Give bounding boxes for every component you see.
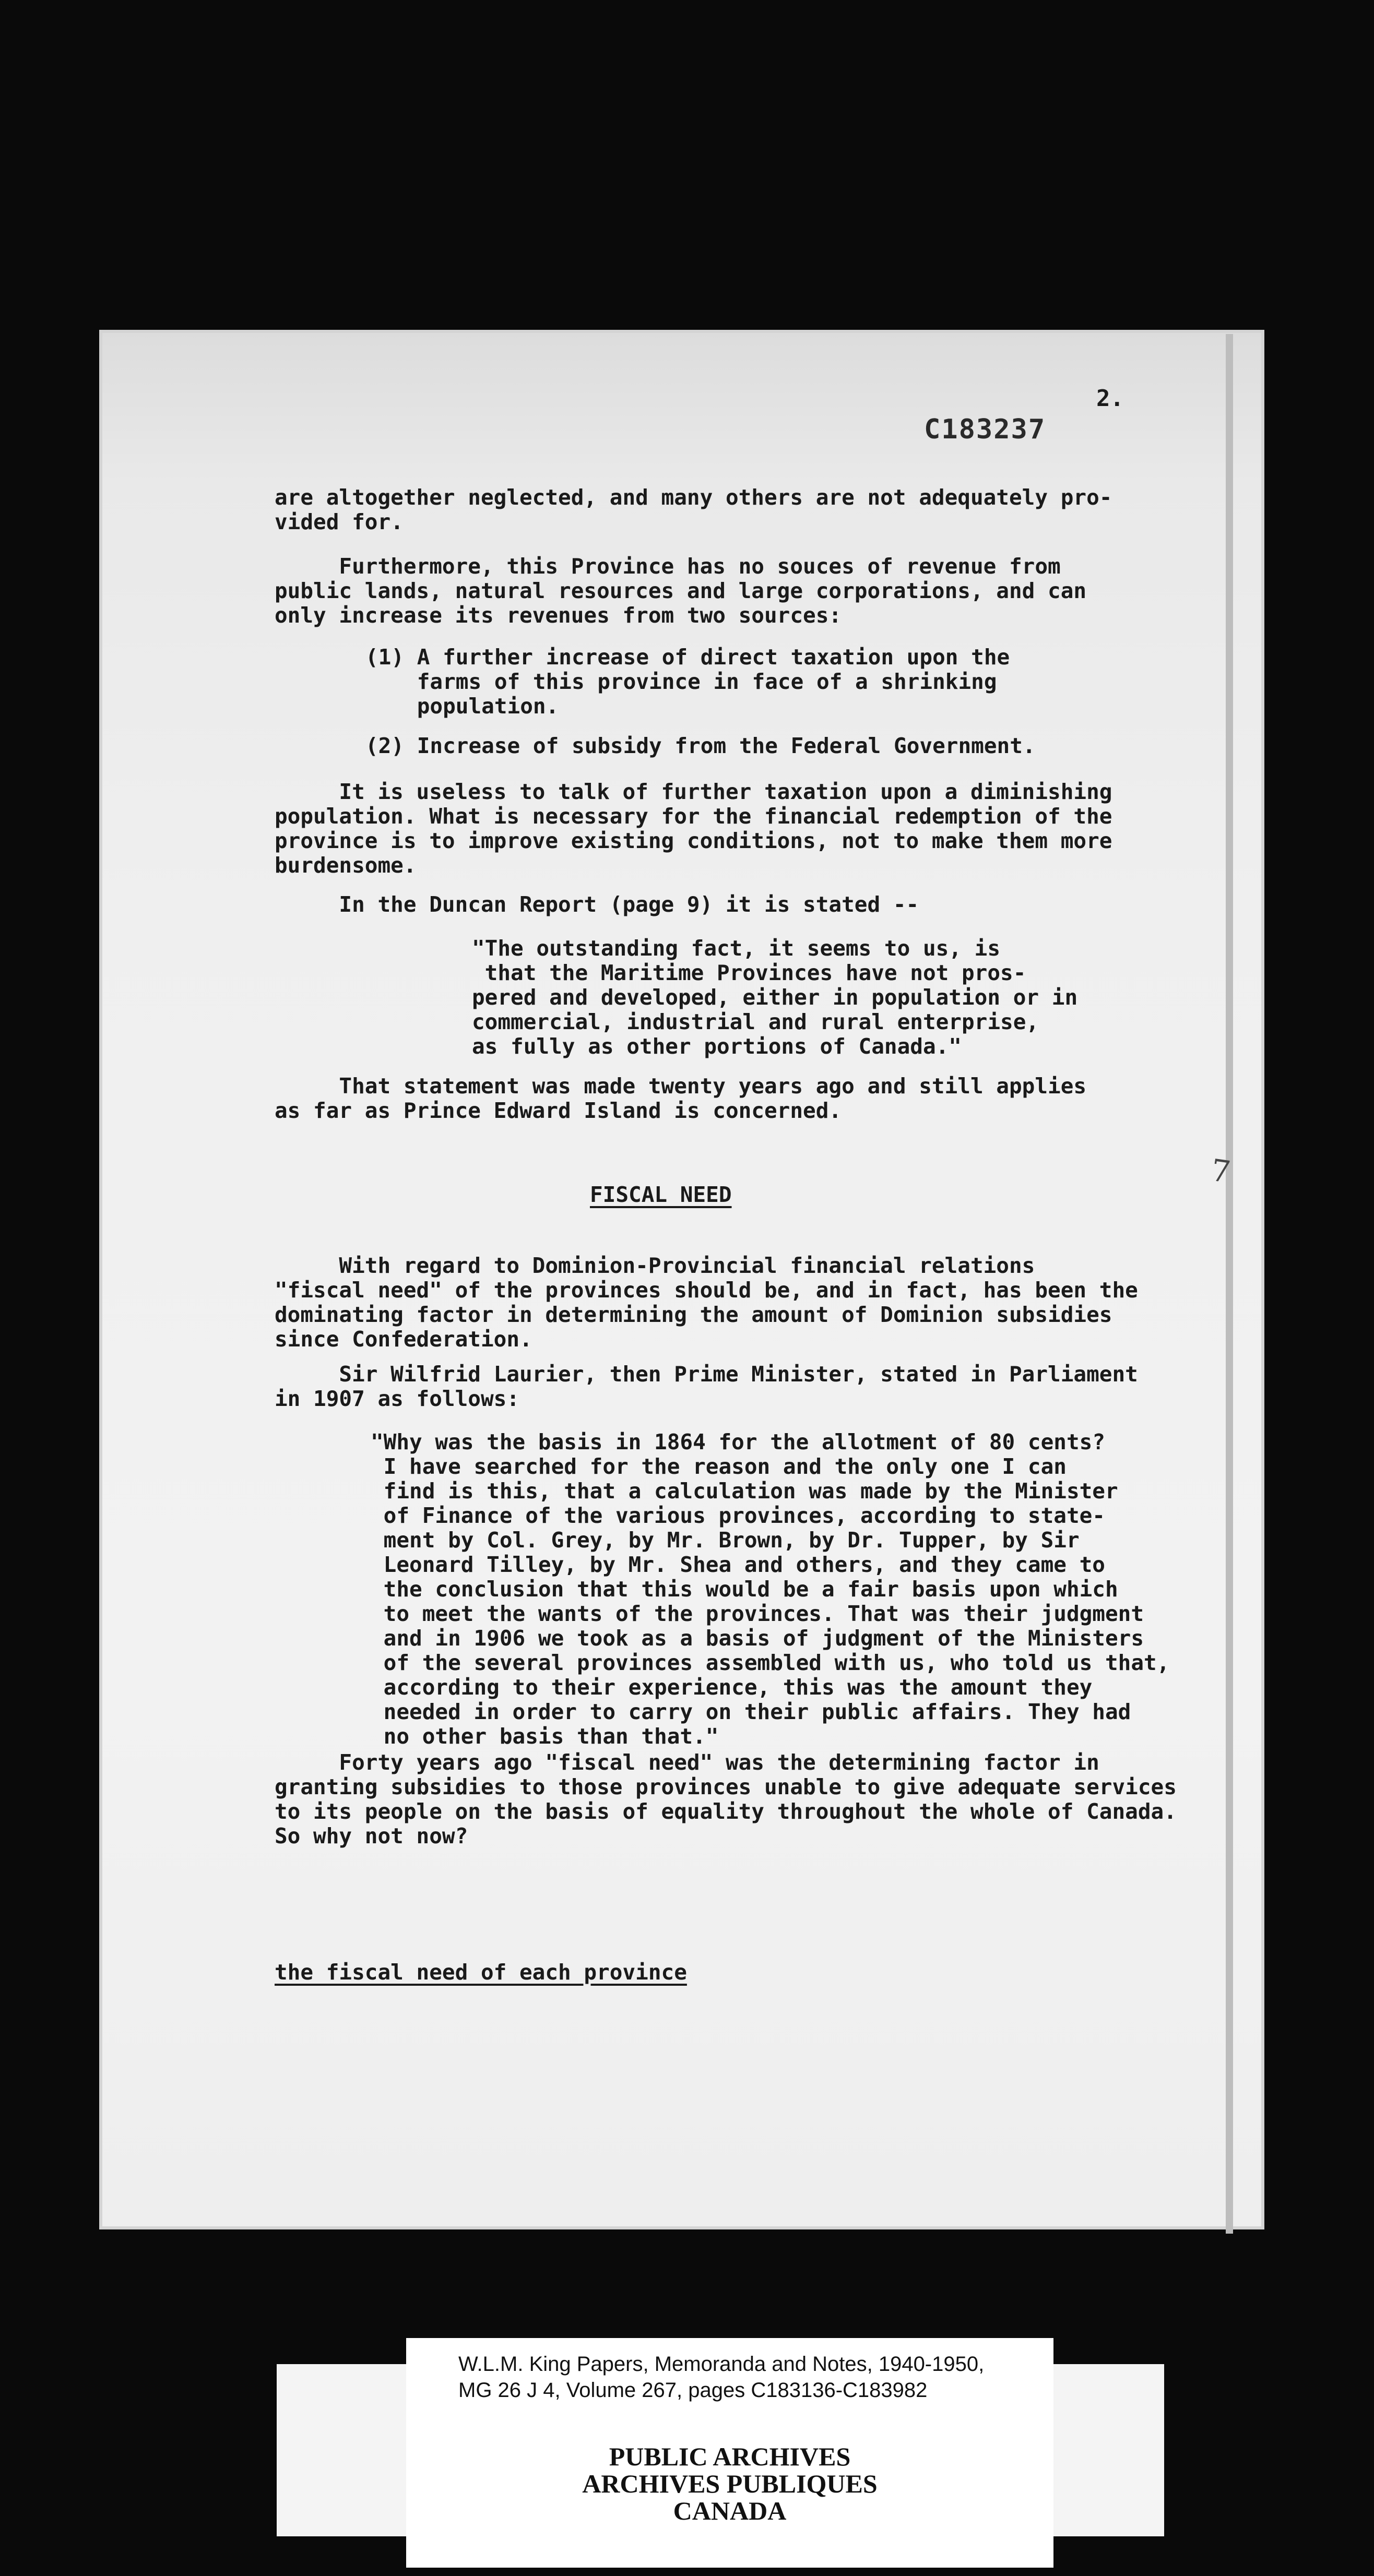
margin-mark: 7 (1209, 1152, 1233, 1190)
line: Leonard Tilley, by Mr. Shea and others, and they came to (371, 1552, 1105, 1577)
line: and in 1906 we took as a basis of judgment of the Ministers (371, 1626, 1144, 1651)
line: population. (365, 694, 559, 719)
archive-name-en: PUBLIC ARCHIVES (609, 2442, 851, 2471)
line: (2) Increase of subsidy from the Federal Government. (365, 733, 1036, 758)
line: province is to improve existing conditions, not to make them more (275, 828, 1112, 853)
paragraph (275, 780, 1112, 878)
paragraph (275, 892, 919, 917)
paragraph (275, 554, 1086, 628)
line: Furthermore, this Province has no souces of revenue from (275, 554, 1061, 579)
paragraph (275, 1074, 1086, 1123)
line: needed in order to carry on their public affairs. They had (371, 1699, 1131, 1724)
block-quote (472, 936, 1077, 1059)
section-heading: FISCAL NEED (590, 1182, 732, 1207)
line: (1) A further increase of direct taxation upon the (365, 645, 1010, 670)
line: in 1907 as follows: (275, 1386, 519, 1411)
line: are altogether neglected, and many others are not adequately pro- (275, 485, 1112, 510)
line: "fiscal need" of the provinces should be, and in fact, has been the (275, 1278, 1138, 1303)
caption-line-1: W.L.M. King Papers, Memoranda and Notes, 1940-1950, (458, 2353, 985, 2376)
line: as fully as other portions of Canada." (472, 1034, 962, 1059)
caption-line-2: MG 26 J 4, Volume 267, pages C183136-C183982 (458, 2379, 928, 2402)
page-edge (1226, 334, 1233, 2234)
list-item (365, 645, 1010, 719)
line: to meet the wants of the provinces. That was their judgment (371, 1601, 1144, 1626)
paragraph (275, 1254, 1138, 1352)
paragraph (275, 1362, 1138, 1411)
archive-country: CANADA (673, 2496, 787, 2525)
list-item (365, 734, 1036, 758)
line: ment by Col. Grey, by Mr. Brown, by Dr. Tupper, by Sir (371, 1528, 1080, 1553)
line: to its people on the basis of equality throughout the whole of Canada. (275, 1799, 1177, 1824)
line: commercial, industrial and rural enterprise, (472, 1009, 1039, 1034)
line: population. What is necessary for the financial redemption of the (275, 804, 1112, 829)
line: public lands, natural resources and large corporations, and can (275, 578, 1087, 603)
line: the conclusion that this would be a fair basis upon which (371, 1577, 1118, 1602)
line: only increase its revenues from two sources: (275, 603, 842, 628)
line: "The outstanding fact, it seems to us, is (472, 936, 1001, 961)
line: of Finance of the various provinces, according to state- (371, 1503, 1105, 1528)
line: pered and developed, either in population or in (472, 985, 1078, 1010)
paragraph (275, 1750, 1177, 1848)
line: With regard to Dominion-Provincial financial relations (275, 1253, 1035, 1278)
document-number: C183237 (924, 414, 1046, 445)
underlined-phrase: the fiscal need of each province (275, 1960, 687, 1985)
line: vided for. (275, 509, 404, 534)
line: That statement was made twenty years ago and still applies (275, 1074, 1087, 1099)
line: It is useless to talk of further taxation upon a diminishing (275, 779, 1112, 804)
line: burdensome. (275, 853, 417, 878)
line: find is this, that a calculation was made by the Minister (371, 1478, 1118, 1504)
line: since Confederation. (275, 1327, 532, 1352)
line: I have searched for the reason and the only one I can (371, 1454, 1067, 1479)
paragraph (275, 1862, 687, 2132)
line: that the Maritime Provinces have not pros- (472, 960, 1026, 985)
block-quote (371, 1430, 1169, 1749)
archive-name-fr: ARCHIVES PUBLIQUES (582, 2469, 878, 2498)
paragraph (275, 485, 1112, 534)
line: "Why was the basis in 1864 for the allotment of 80 cents? (371, 1429, 1105, 1454)
line: Forty years ago "fiscal need" was the determining factor in (275, 1750, 1099, 1775)
line: of the several provinces assembled with us, who told us that, (371, 1650, 1170, 1675)
line: In the Duncan Report (page 9) it is stated -- (275, 892, 919, 917)
line: farms of this province in face of a shrinking (365, 669, 997, 694)
line: no other basis than that." (371, 1724, 719, 1749)
line: So why not now? (275, 1823, 468, 1848)
line: dominating factor in determining the amount of Dominion subsidies (275, 1302, 1112, 1327)
line (275, 1960, 687, 1985)
line: as far as Prince Edward Island is concerned. (275, 1098, 842, 1123)
line: granting subsidies to those provinces unable to give adequate services (275, 1774, 1177, 1799)
line: Sir Wilfrid Laurier, then Prime Minister, stated in Parliament (275, 1362, 1138, 1387)
page-number: 2. (1096, 385, 1124, 412)
line: according to their experience, this was the amount they (371, 1675, 1093, 1700)
